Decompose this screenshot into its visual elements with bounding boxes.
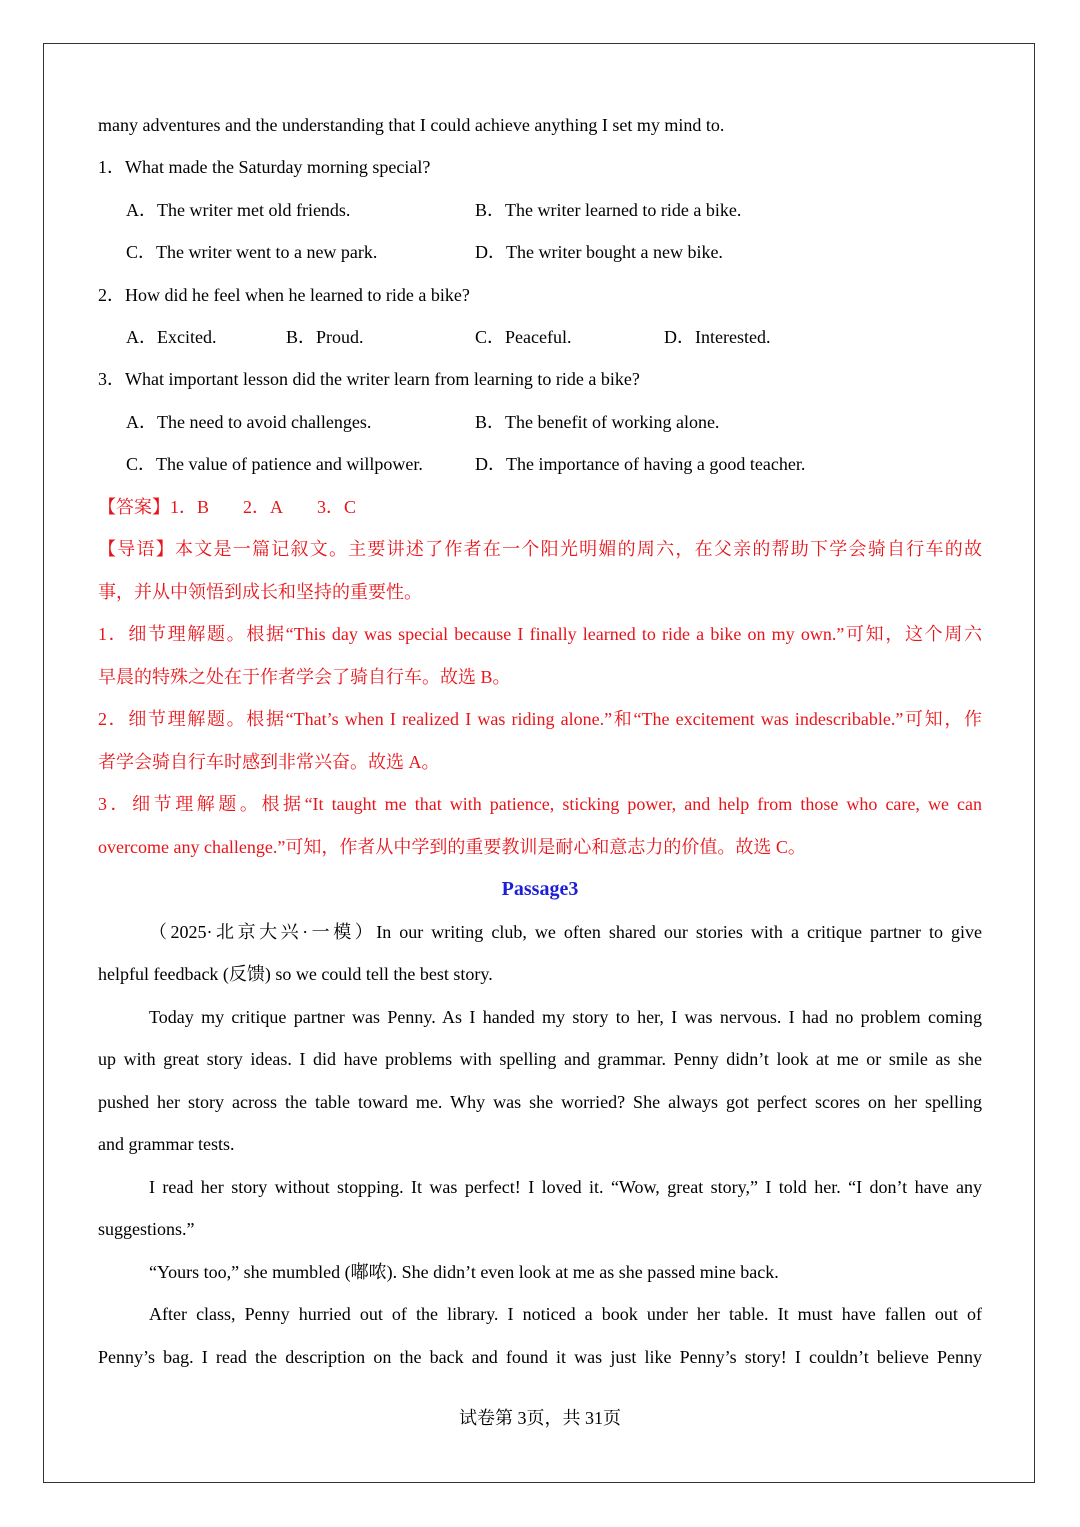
explanation-line: 者学会骑自行车时感到非常兴奋。故选 A。 [98, 752, 440, 772]
option-c: C．The value of patience and willpower. [126, 454, 423, 474]
passage-text-line: many adventures and the understanding that I could achieve anything I set my mind to. [98, 115, 725, 135]
guide-text: 本文是一篇记叙文。主要讲述了作者在一个阳光明媚的周六，在父亲的帮助下学会骑自行车的故 [174, 539, 983, 559]
question-stem: 1．What made the Saturday morning special? [98, 157, 431, 177]
passage-text-line: and grammar tests. [98, 1134, 235, 1154]
page-footer: 试卷第 3页，共 31页 [459, 1408, 621, 1428]
answer-item: 1．B [170, 497, 210, 517]
explanation-line: overcome any challenge.”可知，作者从中学到的重要教训是耐心和意志力的价值。故选 C。 [98, 837, 806, 857]
option-d: D．The writer bought a new bike. [475, 242, 723, 262]
guide-label: 【导语】 [98, 539, 175, 559]
answer-item: 3．C [317, 497, 357, 517]
option-a: A．The need to avoid challenges. [126, 412, 372, 432]
option-c: C．Peaceful. [475, 327, 572, 347]
question-stem: 3．What important lesson did the writer learn from learning to ride a bike? [98, 369, 640, 389]
passage-title: Passage3 [501, 878, 579, 900]
option-d: D．The importance of having a good teacher. [475, 454, 806, 474]
explanation-line: 1．细节理解题。根据“This day was special because I finally learned to ride a bike on my own.”可知，这个周六 [98, 624, 982, 644]
guide-line [98, 537, 982, 561]
explanation-line: 早晨的特殊之处在于作者学会了骑自行车。故选 B。 [98, 667, 511, 687]
passage-text-line: pushed her story across the table toward me. Why was she worried? She always got perfect scores on her spelling [98, 1092, 982, 1112]
option-c: C．The writer went to a new park. [126, 242, 378, 262]
passage-text-line: up with great story ideas. I did have problems with spelling and grammar. Penny didn’t look at me or smile as she [98, 1049, 982, 1069]
passage-text-line: Today my critique partner was Penny. As I handed my story to her, I was nervous. I had no problem coming [149, 1007, 982, 1027]
option-b: B．The writer learned to ride a bike. [475, 200, 742, 220]
question-stem: 2．How did he feel when he learned to ride a bike? [98, 285, 470, 305]
option-b: B．The benefit of working alone. [475, 412, 720, 432]
passage-text-line: suggestions.” [98, 1219, 195, 1239]
answer-label: 【答案】 [98, 497, 170, 517]
passage-text-line: （2025·北京大兴·一模）In our writing club, we often shared our stories with a critique partner to give [149, 922, 982, 942]
guide-line: 事，并从中领悟到成长和坚持的重要性。 [98, 582, 422, 602]
answer-line [98, 495, 982, 519]
passage-text-line: After class, Penny hurried out of the library. I noticed a book under her table. It must have fallen out of [149, 1304, 982, 1324]
answer-item: 2．A [243, 497, 284, 517]
explanation-line: 2．细节理解题。根据“That’s when I realized I was riding alone.”和“The excitement was indescribable.”可知，作 [98, 709, 982, 729]
passage-text-line: Penny’s bag. I read the description on the back and found it was just like Penny’s story! I couldn’t believe Penny [98, 1347, 982, 1367]
option-a: A．The writer met old friends. [126, 200, 351, 220]
option-a: A．Excited. [126, 327, 217, 347]
passage-text-line: “Yours too,” she mumbled (嘟哝). She didn’t even look at me as she passed mine back. [149, 1262, 779, 1282]
passage-text-line: helpful feedback (反馈) so we could tell the best story. [98, 964, 493, 984]
passage-text-line: I read her story without stopping. It was perfect! I loved it. “Wow, great story,” I told her. “I don’t have any [149, 1177, 982, 1197]
option-d: D．Interested. [664, 327, 771, 347]
option-b: B．Proud. [286, 327, 364, 347]
explanation-line: 3．细节理解题。根据“It taught me that with patience, sticking power, and help from those who care, we can [98, 794, 982, 814]
